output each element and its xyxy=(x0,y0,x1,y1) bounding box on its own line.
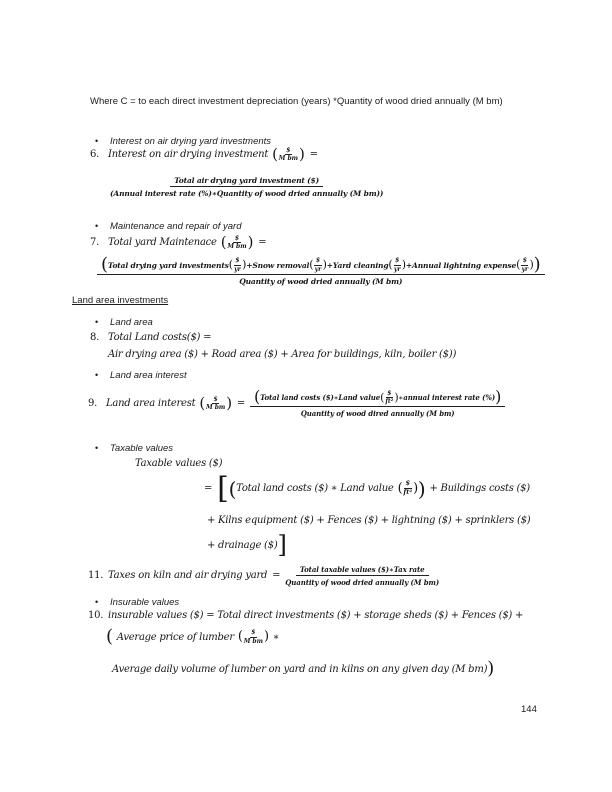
right-paren: ) xyxy=(533,254,541,275)
left-paren: ( xyxy=(199,394,205,413)
fraction-numerator xyxy=(97,254,545,275)
right-paren: ) xyxy=(263,629,269,645)
dollars-per-yr-fraction: $ yr xyxy=(521,257,529,273)
fraction-denominator: Quantity of wood dired annually (M bm) xyxy=(300,408,455,418)
left-paren: ( xyxy=(101,254,108,275)
formula-10-line3 xyxy=(112,658,495,679)
bullet-icon: • xyxy=(95,317,99,327)
bullet-taxable-label: Taxable values xyxy=(110,443,174,454)
dollars-per-yr-fraction: $ yr xyxy=(234,257,241,273)
left-paren: ( xyxy=(272,144,278,163)
formula-7 xyxy=(90,232,271,251)
right-bracket: ] xyxy=(277,531,287,559)
formula-10-line2-text: Average price of lumber xyxy=(116,631,234,643)
taxable-values-line1 xyxy=(204,471,530,506)
fraction-numerator: Total air drying yard investment ($) xyxy=(170,176,323,187)
formula-6-lead: Interest on air drying investment xyxy=(108,149,269,161)
dollars-per-yr-fraction: $ yr xyxy=(393,257,401,273)
bullet-item-maintenance xyxy=(95,221,242,232)
taxable-term: + Buildings costs ($) xyxy=(429,483,530,495)
left-paren: ( xyxy=(516,258,521,272)
left-paren: ( xyxy=(254,387,261,407)
taxable-term: + drainage ($) xyxy=(207,539,278,551)
right-paren: ) xyxy=(487,658,495,679)
equals-sign: = xyxy=(309,149,318,161)
bullet-land-interest-label: Land area interest xyxy=(110,370,187,381)
numerator-term: ∗annual interest rate (%) xyxy=(398,393,496,403)
formula-11-fraction xyxy=(285,565,439,587)
right-paren: ) xyxy=(413,480,418,496)
taxable-term: Total land costs ($) ∗ Land value xyxy=(236,483,394,495)
dollars-per-yr-fraction: $ yr xyxy=(314,257,322,273)
formula-10 xyxy=(88,610,523,621)
formula-9-lead: Land area interest xyxy=(106,398,196,410)
formula-6 xyxy=(90,144,323,163)
equals-sign: = xyxy=(272,570,281,582)
formula-6-fraction xyxy=(110,170,383,198)
where-clause: Where C = to each direct investment depreciation (years) *Quantity of wood dried annually (M bm) xyxy=(90,96,503,107)
fraction-denominator: Quantity of wood dried annually (M bm) xyxy=(239,276,403,286)
fraction-numerator xyxy=(250,387,505,407)
dollars-per-ft2-fraction: $ ft² xyxy=(385,390,394,406)
right-paren: ) xyxy=(247,232,254,251)
dollars-per-ft2-fraction: $ ft² xyxy=(403,479,413,497)
formula-10-line2 xyxy=(106,626,280,647)
formula-6-number: 6. xyxy=(90,149,100,161)
equals-sign: = xyxy=(258,237,267,249)
taxable-values-line3 xyxy=(207,531,287,559)
formula-8-line2: Air drying area ($) + Road area ($) + Area for buildings, kiln, boiler ($)) xyxy=(108,349,457,360)
bullet-insurable-label: Insurable values xyxy=(110,597,180,608)
formula-10-line3-text: Average daily volume of lumber on yard and in kilns on any given day (M bm) xyxy=(112,663,488,675)
formula-8-number: 8. xyxy=(90,332,100,343)
bullet-item-taxable xyxy=(95,443,173,454)
numerator-term: +Yard cleaning xyxy=(326,260,389,270)
taxable-values-line2: + Kilns equipment ($) + Fences ($) + lightning ($) + sprinklers ($) xyxy=(207,515,531,526)
formula-11 xyxy=(88,565,439,587)
formula-8-line1: Total Land costs($) = xyxy=(108,332,212,343)
bullet-interest-label: Interest on air drying yard investments xyxy=(110,136,272,147)
left-paren: ( xyxy=(106,626,113,647)
left-paren: ( xyxy=(380,390,385,404)
page-number: 144 xyxy=(521,704,537,715)
formula-9-number: 9. xyxy=(88,398,98,410)
left-paren: ( xyxy=(309,258,314,272)
right-paren: ) xyxy=(495,387,502,407)
formula-7-lead: Total yard Maintenace xyxy=(108,237,217,249)
bullet-maintenance-label: Maintenance and repair of yard xyxy=(110,221,242,232)
formula-7-number: 7. xyxy=(90,237,100,249)
right-paren: ) xyxy=(242,258,247,272)
right-paren: ) xyxy=(401,258,406,272)
dollars-per-mbm-fraction: $ M bm xyxy=(278,147,299,163)
numerator-term: Total land costs ($)∗Land value xyxy=(260,393,381,403)
equals-sign: = xyxy=(236,398,245,410)
formula-9 xyxy=(88,387,505,418)
bullet-item-land-area xyxy=(95,317,153,328)
left-paren: ( xyxy=(397,480,403,496)
section-heading: Land area investments xyxy=(72,295,169,306)
left-paren: ( xyxy=(237,629,243,645)
equals-sign: = xyxy=(204,483,213,495)
left-paren: ( xyxy=(388,258,393,272)
formula-8 xyxy=(90,332,211,343)
numerator-term: +Annual lightning expense xyxy=(405,260,517,270)
numerator-term: Total drying yard investments xyxy=(107,260,229,270)
dollars-per-mbm-fraction: $ M bm xyxy=(227,235,247,251)
dollars-per-mbm-fraction: $ M bm xyxy=(205,396,226,412)
formula-11-number: 11. xyxy=(88,570,104,582)
formula-10-line1: insurable values ($) = Total direct investments ($) + storage sheds ($) + Fences ($) + xyxy=(108,610,524,621)
left-paren: ( xyxy=(228,258,233,272)
fraction-numerator: Total taxable values ($)∗Tax rate xyxy=(296,565,429,576)
left-paren: ( xyxy=(220,232,227,251)
bullet-icon: • xyxy=(95,221,99,231)
formula-7-fraction xyxy=(97,254,545,286)
left-paren: ( xyxy=(228,476,237,501)
bullet-icon: • xyxy=(95,443,99,453)
bullet-item-land-interest xyxy=(95,370,187,381)
dollars-per-mbm-fraction: $ M bm xyxy=(243,629,263,645)
bullet-icon: • xyxy=(95,136,99,146)
bullet-item-insurable xyxy=(95,597,179,608)
right-paren: ) xyxy=(299,144,305,163)
bullet-land-area-label: Land area xyxy=(110,317,153,328)
taxable-values-title: Taxable values ($) xyxy=(135,458,223,469)
bullet-item-interest xyxy=(95,136,271,147)
right-paren: ) xyxy=(394,390,399,404)
fraction-denominator: (Annual interest rate (%)∗Quantity of wood dried annually (M bm)) xyxy=(110,188,384,198)
bullet-icon: • xyxy=(95,370,99,380)
numerator-term: +Snow removal xyxy=(246,260,310,270)
multiply-sign: ∗ xyxy=(272,631,280,643)
fraction-denominator: Quantity of wood dried annually (M bm) xyxy=(285,577,440,587)
right-paren: ) xyxy=(322,258,327,272)
bullet-icon: • xyxy=(95,597,99,607)
right-paren: ) xyxy=(226,394,232,413)
right-paren: ) xyxy=(529,258,534,272)
formula-10-number: 10. xyxy=(88,610,104,621)
right-paren: ) xyxy=(417,476,426,501)
formula-11-lead: Taxes on kiln and air drying yard xyxy=(108,570,268,582)
left-bracket: [ xyxy=(217,471,229,506)
formula-9-fraction xyxy=(250,387,505,418)
